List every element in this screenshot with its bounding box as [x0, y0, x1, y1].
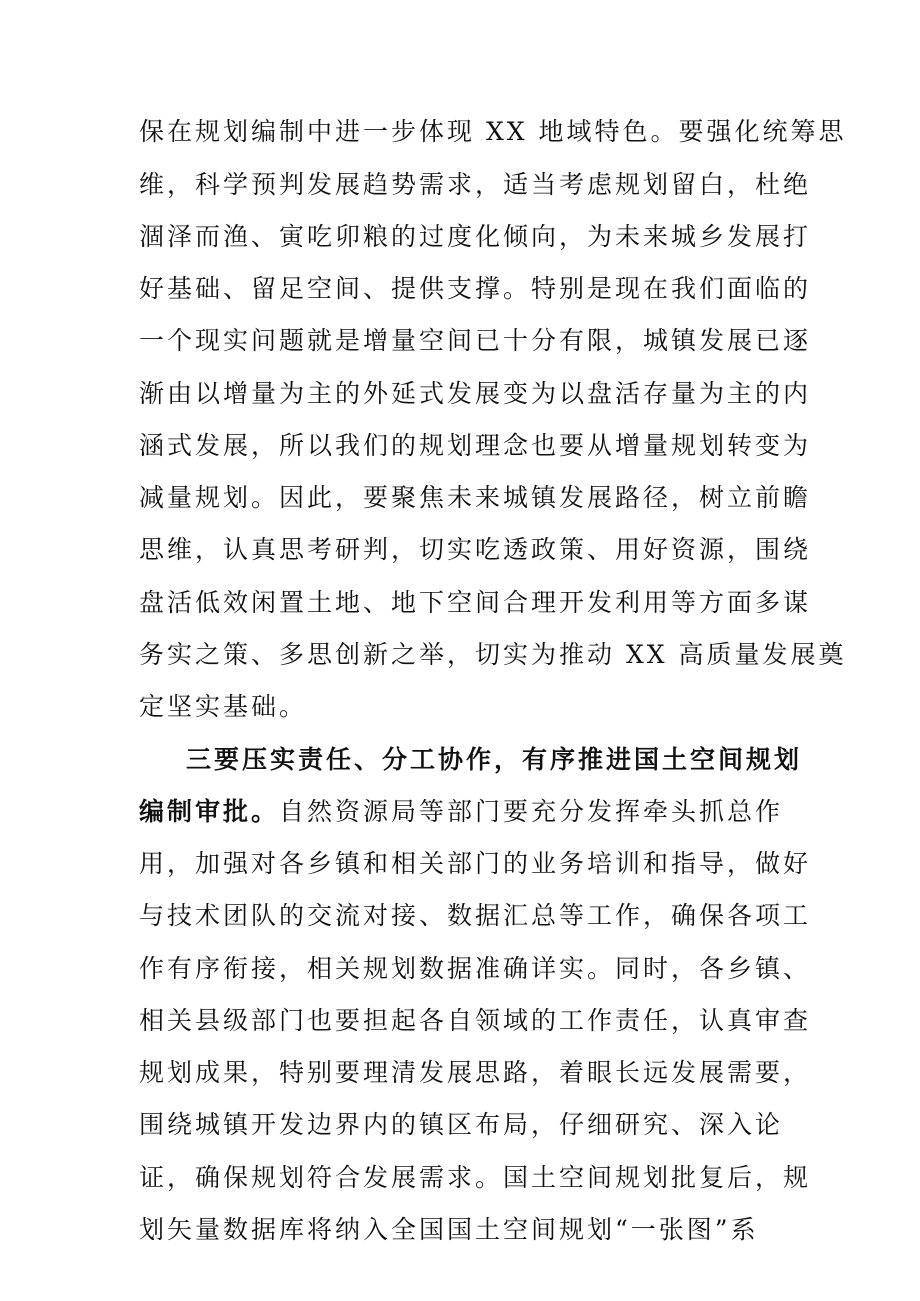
line-text: 维，科学预判发展趋势需求，适当考虑规划留白，杜绝 [139, 170, 812, 199]
line-text: 涸泽而渔、寅吃卯粮的过度化倾向，为未来城乡发展打 [139, 222, 812, 251]
line-text: 涵式发展，所以我们的规划理念也要从增量规划转变为 [139, 431, 812, 460]
paragraph-line-16 [139, 891, 812, 941]
line-text: 盘活低效闲置土地、地下空间合理开发利用等方面多谋 [139, 588, 812, 617]
line-text: 减量规划。因此，要聚焦未来城镇发展路径，树立前瞻 [139, 483, 812, 512]
line-text: 一个现实问题就是增量空间已十分有限，城镇发展已逐 [139, 326, 812, 355]
section-heading-end: 编制审批。 [139, 797, 280, 826]
line-text: 自然资源局等部门要充分发挥牵头抓总作 [279, 797, 784, 826]
paragraph-line-5 [139, 316, 812, 366]
line-text: 划矢量数据库将纳入全国国土空间规划“一张图”系 [139, 1215, 759, 1244]
paragraph-line-15 [139, 839, 812, 889]
paragraph-line-7 [139, 421, 812, 471]
line-text: 作有序衔接，相关规划数据准确详实。同时，各乡镇、 [139, 954, 812, 983]
paragraph-line-14 [139, 787, 789, 837]
paragraph-line-21 [139, 1153, 812, 1203]
line-text: 渐由以增量为主的外延式发展变为以盘活存量为主的内 [139, 379, 812, 408]
line-text: 务实之策、多思创新之举，切实为推动 XX 高质量发展奠 [139, 640, 847, 669]
paragraph-line-1 [139, 107, 847, 157]
section-heading-line-1 [186, 735, 836, 785]
paragraph-line-2 [139, 160, 812, 210]
line-text: 证，确保规划符合发展需求。国土空间规划批复后，规 [139, 1163, 812, 1192]
line-text: 好基础、留足空间、提供支撑。特别是现在我们面临的 [139, 274, 812, 303]
paragraph-line-6 [139, 369, 812, 419]
paragraph-line-11 [139, 630, 847, 680]
paragraph-line-17 [139, 944, 812, 994]
line-text: 保在规划编制中进一步体现 XX 地域特色。要强化统筹思 [139, 117, 847, 146]
paragraph-line-3 [139, 212, 812, 262]
paragraph-line-22 [139, 1205, 789, 1255]
line-text: 规划成果，特别要理清发展思路，着眼长远发展需要， [139, 1058, 812, 1087]
line-text: 与技术团队的交流对接、数据汇总等工作，确保各项工 [139, 901, 812, 930]
paragraph-line-8 [139, 473, 812, 523]
line-text: 围绕城镇开发边界内的镇区布局，仔细研究、深入论 [139, 1110, 784, 1139]
paragraph-line-10 [139, 578, 812, 628]
line-text: 定坚实基础。 [139, 692, 308, 721]
section-heading: 三要压实责任、分工协作，有序推进国土空间规划 [186, 745, 803, 774]
paragraph-line-19 [139, 1048, 812, 1098]
paragraph-line-12 [139, 682, 789, 732]
line-text: 思维，认真思考研判，切实吃透政策、用好资源，围绕 [139, 535, 812, 564]
line-text: 用，加强对各乡镇和相关部门的业务培训和指导，做好 [139, 849, 812, 878]
paragraph-line-20 [139, 1100, 789, 1150]
line-text: 相关县级部门也要担起各自领域的工作责任，认真审查 [139, 1006, 812, 1035]
paragraph-line-9 [139, 525, 812, 575]
paragraph-line-18 [139, 996, 812, 1046]
paragraph-line-4 [139, 264, 812, 314]
